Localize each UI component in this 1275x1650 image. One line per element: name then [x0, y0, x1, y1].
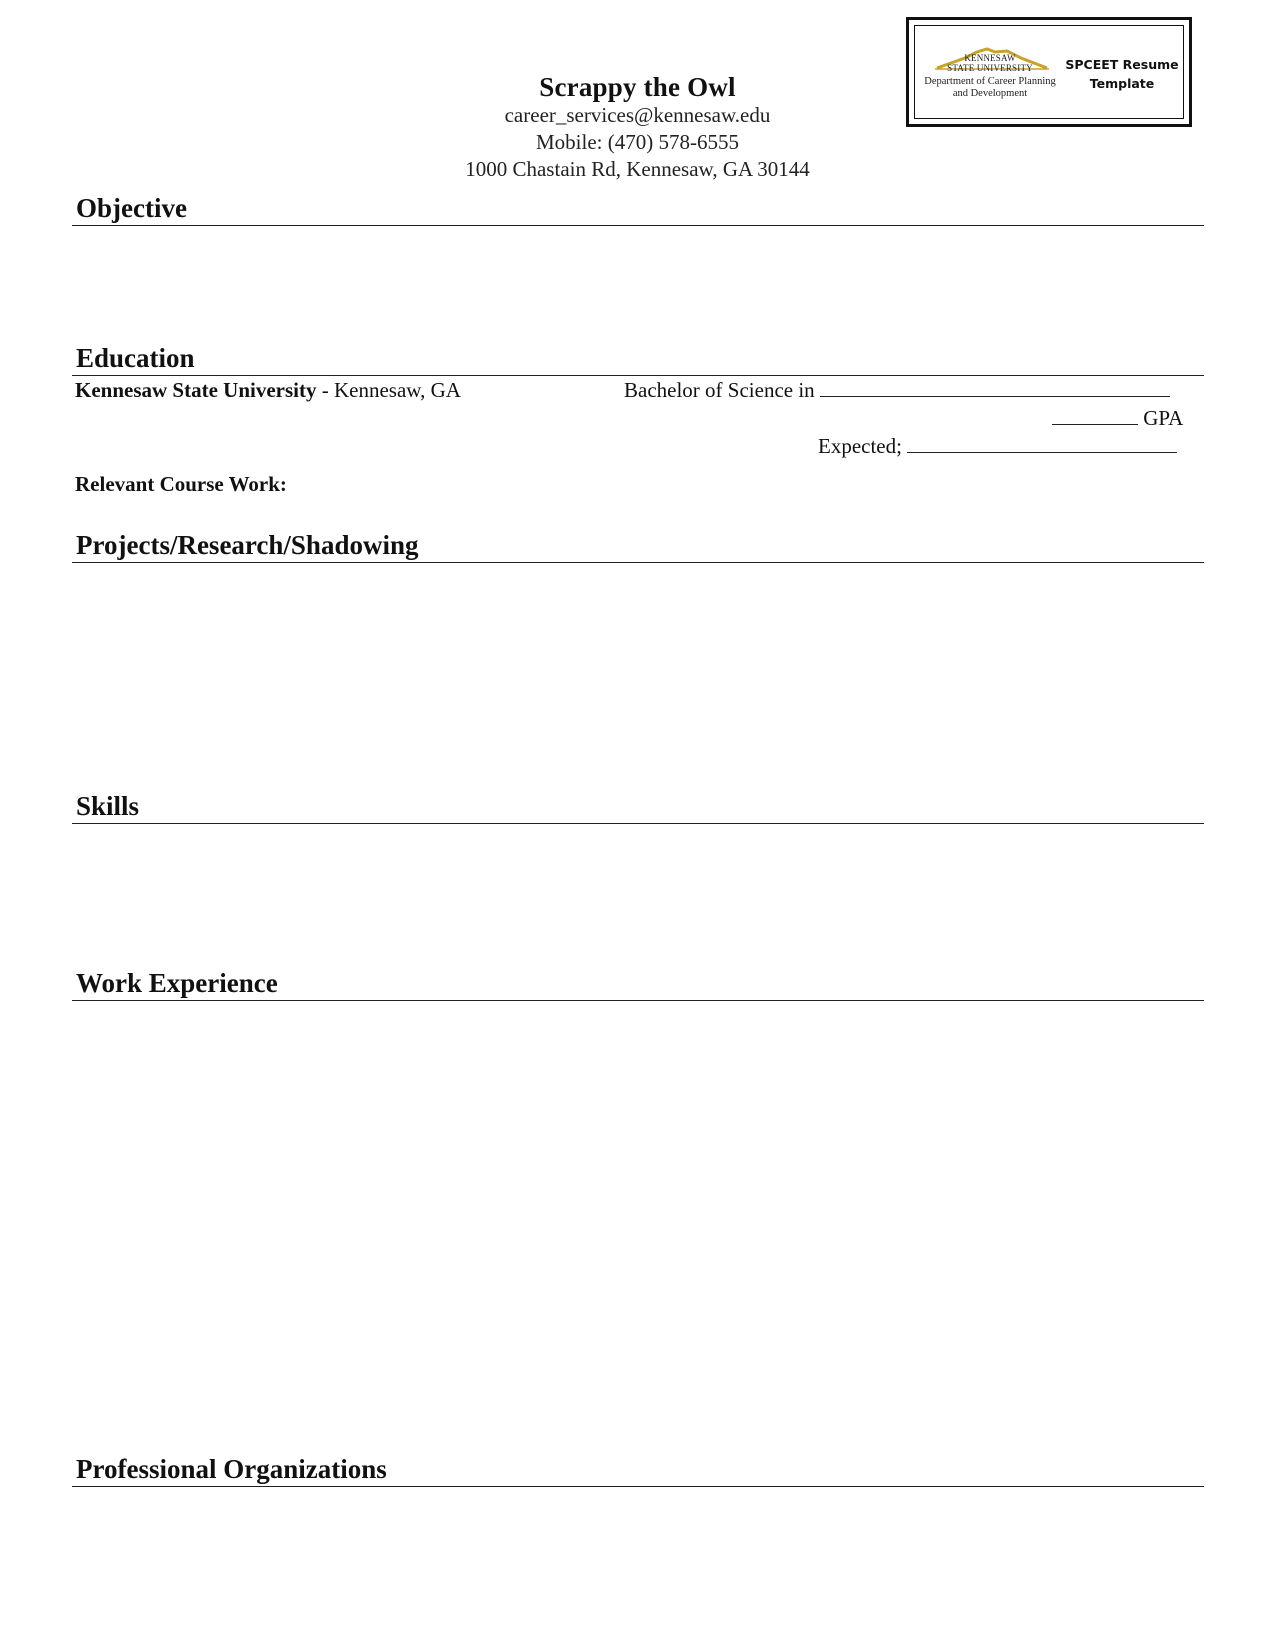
education-school-line — [75, 378, 461, 403]
section-objective — [72, 192, 1204, 226]
template-label-line1: SPCEET Resume — [1065, 57, 1179, 72]
coursework-label: Relevant Course Work: — [75, 472, 287, 496]
section-education — [72, 342, 1204, 376]
logo-dept-line1: Department of Career Planning — [924, 76, 1056, 87]
section-title-education: Education — [76, 343, 195, 373]
logo-box — [906, 17, 1192, 127]
section-projects — [72, 529, 1204, 563]
section-title-projects: Projects/Research/Shadowing — [76, 530, 419, 560]
contact-address: 1000 Chastain Rd, Kennesaw, GA 30144 — [465, 157, 810, 181]
degree-line — [624, 378, 1170, 403]
section-skills — [72, 790, 1204, 824]
section-rule — [72, 375, 1204, 376]
section-work-experience — [72, 967, 1204, 1001]
expected-blank — [907, 434, 1177, 453]
degree-blank — [820, 378, 1170, 397]
section-title-skills: Skills — [76, 791, 140, 821]
school-location: - Kennesaw, GA — [316, 378, 461, 402]
logo-university-line2: STATE UNIVERSITY — [947, 63, 1033, 73]
resume-name: Scrappy the Owl — [539, 72, 736, 102]
gpa-blank — [1052, 406, 1138, 425]
expected-line — [818, 434, 1177, 459]
degree-prefix: Bachelor of Science in — [624, 378, 815, 402]
school-name: Kennesaw State University — [75, 378, 317, 402]
section-rule — [72, 823, 1204, 824]
contact-mobile: Mobile: (470) 578-6555 — [536, 130, 739, 154]
section-professional-organizations — [72, 1453, 1204, 1487]
section-rule — [72, 562, 1204, 563]
section-title-objective: Objective — [76, 193, 187, 223]
template-label-line2: Template — [1089, 76, 1155, 91]
logo-dept-line2: and Development — [952, 88, 1028, 99]
contact-email: career_services@kennesaw.edu — [504, 103, 771, 127]
section-title-work: Work Experience — [76, 968, 278, 998]
gpa-line — [1052, 406, 1183, 431]
section-rule — [72, 1000, 1204, 1001]
expected-label: Expected; — [818, 434, 902, 458]
section-rule — [72, 1486, 1204, 1487]
gpa-label: GPA — [1143, 406, 1184, 430]
section-rule — [72, 225, 1204, 226]
logo-university-line1: KENNESAW — [964, 53, 1016, 63]
logo-inner-frame — [914, 25, 1184, 119]
section-title-organizations: Professional Organizations — [76, 1454, 387, 1484]
